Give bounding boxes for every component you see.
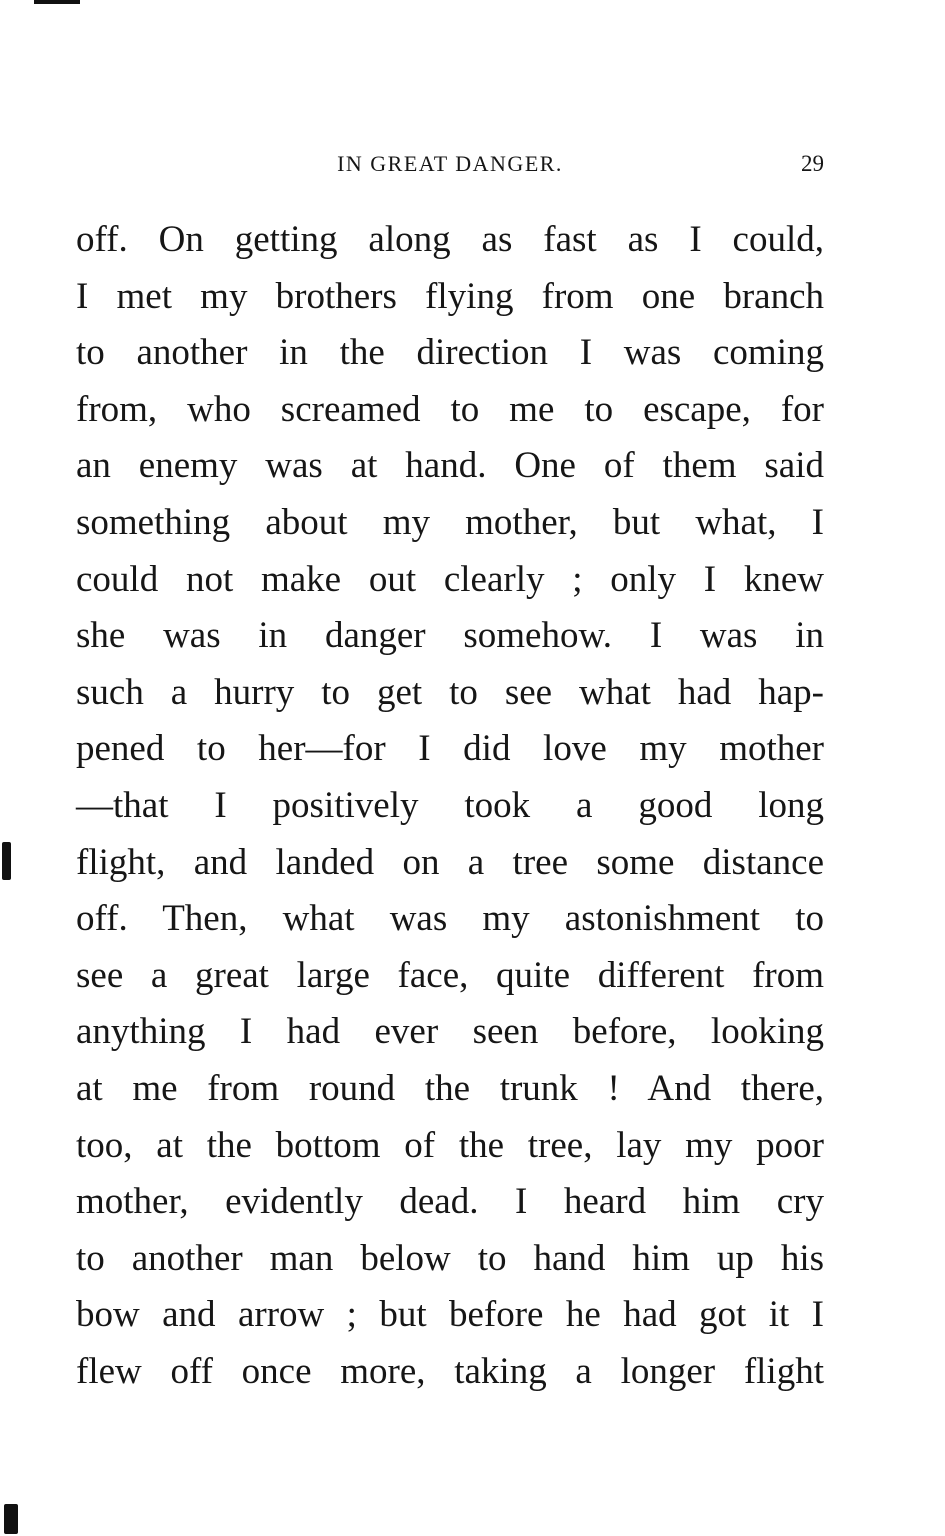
scan-mark	[4, 1504, 18, 1534]
text-line: from, who screamed to me to escape, for	[76, 388, 824, 430]
text-line: to another in the direction I was coming	[76, 332, 824, 374]
text-line: too, at the bottom of the tree, lay my poor	[76, 1124, 824, 1166]
text-line: could not make out clearly ; only I knew	[76, 558, 824, 600]
text-line: she was in danger somehow. I was in	[76, 615, 824, 657]
text-line: something about my mother, but what, I	[76, 501, 824, 543]
text-line: flew off once more, taking a longer flight	[76, 1350, 824, 1392]
text-line: at me from round the trunk ! And there,	[76, 1067, 824, 1109]
body-text	[76, 212, 824, 1400]
text-line: mother, evidently dead. I heard him cry	[76, 1181, 824, 1223]
text-line: anything I had ever seen before, looking	[76, 1011, 824, 1053]
running-head	[76, 148, 824, 180]
text-line: —that I positively took a good long	[76, 784, 824, 826]
text-line: bow and arrow ; but before he had got it I	[76, 1294, 824, 1336]
scan-mark	[2, 842, 11, 880]
text-line: off. Then, what was my astonishment to	[76, 898, 824, 940]
running-title: IN GREAT DANGER.	[337, 151, 563, 176]
text-line: to another man below to hand him up his	[76, 1237, 824, 1279]
page-number: 29	[801, 151, 824, 176]
text-line: an enemy was at hand. One of them said	[76, 445, 824, 487]
text-line: off. On getting along as fast as I could,	[76, 219, 824, 260]
text-line: such a hurry to get to see what had hap-	[76, 671, 824, 713]
text-line: flight, and landed on a tree some distance	[76, 841, 824, 883]
text-line: I met my brothers flying from one branch	[76, 275, 824, 317]
scan-mark	[34, 0, 80, 4]
text-line: pened to her—for I did love my mother	[76, 728, 824, 770]
text-line: see a great large face, quite different from	[76, 954, 824, 996]
